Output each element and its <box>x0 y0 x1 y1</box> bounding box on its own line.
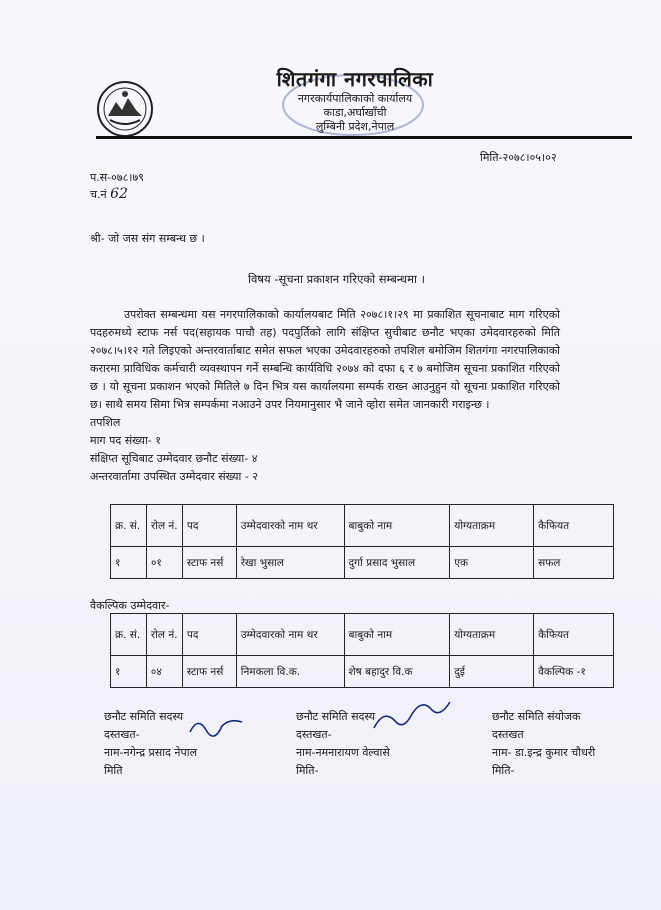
cell-father: शेष बहादुर वि.क <box>344 656 450 688</box>
cell-serial: १ <box>111 547 147 579</box>
body-text: उपरोक्त सम्बन्धमा यस नगरपालिकाको कार्यालयबाट मिति २०७८।१।२९ मा प्रकाशित सूचनाबाट माग गरिएको पदहरुमध्ये स्टाफ नर्स पद(सहायक पाचौ तह) पदपुर्तिको लागि संक्षिप्त सुचीबाट छनौट भएका उमेदवारहरुको मिति २०७८।५।१२ गते लिइएको अन्तरवार्ताबाट समेत सफल भएका उमेदवारहरुको तपशिल बमोजिम शितगंगा नगरपालिकाको करारमा प्राविधिक कर्मचारी व्यवस्थापन गर्ने सम्बन्धि कार्यविधि २०७४ को दफा ६ र ७ बमोजिम सूचना प्रकाशित गरिएको छ । यो सूचना प्रकाशन भएको मितिले ७ दिन भित्र यस कार्यालयमा सम्पर्क राख्न आउनुहुन यो सूचना प्रकाशित गरिएको छ। साथै समय सिमा भित्र सम्पर्कमा नआउने उपर नियमानुसार भै जाने व्होरा समेत जानकारी गराइन्छ । <box>90 308 560 411</box>
col-header: क्र. सं. <box>111 614 147 656</box>
col-header: पद <box>182 505 236 547</box>
cell-roll: ०१ <box>146 547 182 579</box>
table-row <box>111 547 614 579</box>
letter-date: मिति-२०७८।०५।०२ <box>480 151 557 164</box>
col-header: क्र. सं. <box>111 505 147 547</box>
handwritten-signature-icon <box>370 696 454 736</box>
selected-candidates-table <box>110 504 614 579</box>
cell-roll: ०४ <box>146 656 182 688</box>
office-name: नगरकार्यपालिकाको कार्यालय <box>297 92 413 105</box>
signatory-role: छनौट समिति सदस्य <box>296 710 376 723</box>
col-header: उम्मेदवारको नाम थर <box>236 505 344 547</box>
signatory-role: छनौट समिति संयोजक <box>492 710 581 723</box>
cell-candidate: रेखा भुसाल <box>236 547 344 579</box>
col-header: कैफियत <box>534 505 614 547</box>
handwritten-signature-icon <box>186 712 246 742</box>
cell-remark: सफल <box>534 547 614 579</box>
col-header: योग्यताक्रम <box>450 614 534 656</box>
alternate-candidates-table <box>110 613 614 688</box>
nepal-emblem-icon <box>96 80 154 138</box>
addressee: श्री- जो जस संग सम्बन्ध छ । <box>90 232 205 245</box>
cell-rank: एक <box>450 547 534 579</box>
signatory-name: नाम-नगेन्द्र प्रसाद नेपाल <box>104 746 198 759</box>
letter-ps: प.स-०७८।७९ <box>90 171 144 184</box>
table-row <box>111 656 614 688</box>
subject-line: विषय -सूचना प्रकाशन गरिएको सम्बन्धमा । <box>248 272 425 286</box>
signatory-name: नाम-नमनारायण वेल्वासे <box>296 746 390 759</box>
col-header: रोल नं. <box>146 614 182 656</box>
body-paragraph <box>90 306 560 414</box>
cell-post: स्टाफ नर्स <box>182 656 236 688</box>
cn-label: च.नं <box>90 188 107 201</box>
signatory-sign: दस्तखत <box>492 728 524 741</box>
table-header-row <box>111 614 614 656</box>
col-header: रोल नं. <box>146 505 182 547</box>
cell-serial: १ <box>111 656 147 688</box>
col-header: बाबुको नाम <box>344 505 450 547</box>
office-location: काडा,अर्घाखाँची <box>323 106 387 119</box>
cell-post: स्टाफ नर्स <box>182 547 236 579</box>
letter-cn <box>90 186 144 203</box>
col-header: योग्यताक्रम <box>450 505 534 547</box>
signatory-role: छनौट समिति सदस्य <box>104 710 184 723</box>
table-header-row <box>111 505 614 547</box>
details-block <box>90 414 258 486</box>
signature-block-coordinator <box>492 708 595 780</box>
office-province: लुम्बिनी प्रदेश,नेपाल <box>315 120 395 133</box>
signatory-sign: दस्तखत- <box>296 728 332 741</box>
details-line: माग पद संख्या- १ <box>90 434 161 447</box>
cell-remark: वैकल्पिक -१ <box>534 656 614 688</box>
letterhead <box>250 66 460 134</box>
reference-block <box>90 170 144 203</box>
col-header: उम्मेदवारको नाम थर <box>236 614 344 656</box>
signature-block-member-1 <box>104 708 197 780</box>
signatory-date: मिति- <box>296 764 319 777</box>
header-divider <box>96 136 632 139</box>
details-line: अन्तरवार्तामा उपस्थित उम्मेदवार संख्या - २ <box>90 470 259 483</box>
signatory-name: नाम- डा.इन्द्र कुमार चौधरी <box>492 746 596 759</box>
signatory-sign: दस्तखत- <box>104 728 140 741</box>
col-header: कैफियत <box>534 614 614 656</box>
signatory-date: मिति <box>104 764 123 777</box>
cell-rank: दुई <box>450 656 534 688</box>
alternate-heading: वैकल्पिक उम्मेदवार- <box>90 599 170 612</box>
col-header: पद <box>182 614 236 656</box>
cell-father: दुर्गा प्रसाद भुसाल <box>344 547 450 579</box>
cn-value: 62 <box>110 186 128 202</box>
col-header: बाबुको नाम <box>344 614 450 656</box>
cell-candidate: निमकला वि.क. <box>236 656 344 688</box>
signatory-date: मिति- <box>492 764 515 777</box>
municipality-name: शितगंगा नगरपालिका <box>276 67 434 91</box>
details-line: संक्षिप्त सूचिबाट उम्मेदवार छनौट संख्या- ४ <box>90 452 258 465</box>
details-heading: तपशिल <box>90 416 121 429</box>
